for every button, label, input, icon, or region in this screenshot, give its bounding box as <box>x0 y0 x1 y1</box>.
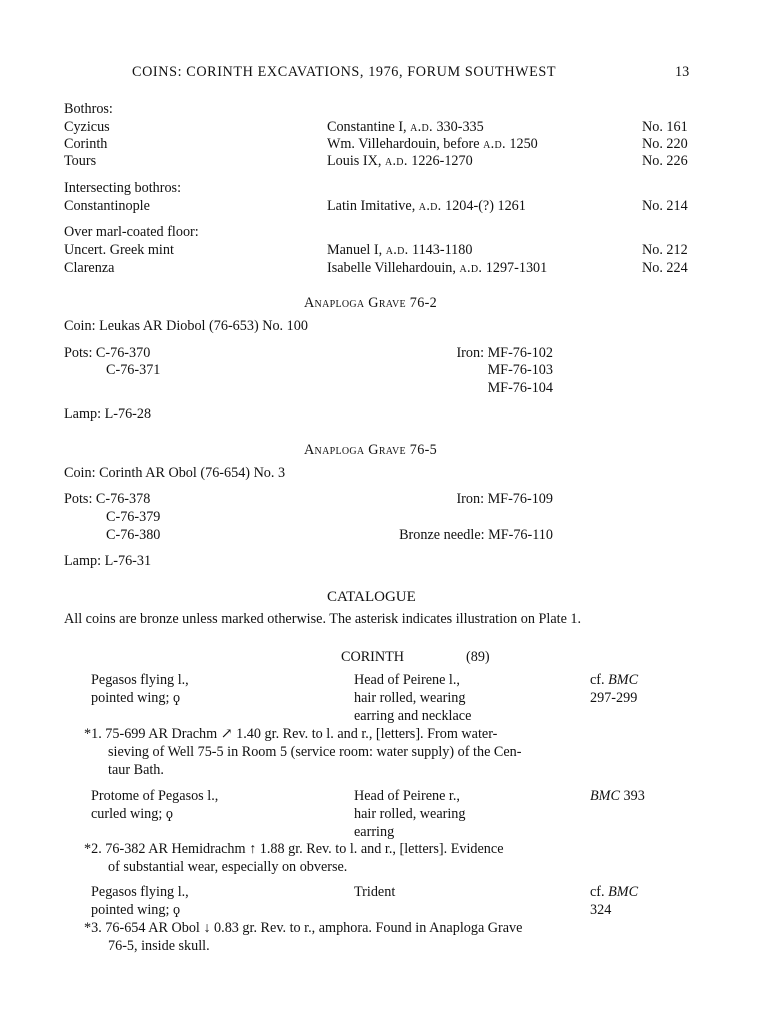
entry-text-line: sieving of Well 75-5 in Room 5 (service room: water supply) of the Cen- <box>108 744 522 760</box>
mint-name: Tours <box>64 153 97 169</box>
entry-text-line: of substantial wear, especially on obverse. <box>108 859 348 875</box>
bmc-reference: cf. BMC <box>590 884 639 900</box>
bmc-reference: BMC 393 <box>590 788 645 804</box>
page-number: 13 <box>675 64 690 80</box>
mint-name: Clarenza <box>64 260 115 276</box>
reverse-line: hair rolled, wearing <box>354 806 466 822</box>
obverse-line: pointed wing; ϙ <box>91 690 181 706</box>
section-title: CORINTH <box>341 649 405 665</box>
reverse-line: Head of Peirene r., <box>354 788 460 804</box>
pot-item: Pots: C-76-378 <box>64 491 151 507</box>
catalogue-intro: All coins are bronze unless marked otherwise. The asterisk indicates illustration on Plate 1. <box>64 611 582 627</box>
ruler-dates: Latin Imitative, a.d. 1204-(?) 1261 <box>327 198 526 214</box>
mint-name: Constantinople <box>64 198 150 214</box>
group-heading: Bothros: <box>64 101 113 117</box>
reverse-line: Trident <box>354 884 396 900</box>
ruler-dates: Wm. Villehardouin, before a.d. 1250 <box>327 136 538 152</box>
grave-lamp: Lamp: L-76-28 <box>64 406 152 422</box>
pot-item: Pots: C-76-370 <box>64 345 151 361</box>
mint-name: Uncert. Greek mint <box>64 242 174 258</box>
coin-number: No. 161 <box>642 119 688 135</box>
obverse-line: Protome of Pegasos l., <box>91 788 219 804</box>
obverse-line: Pegasos flying l., <box>91 884 189 900</box>
pot-item: C-76-379 <box>106 509 161 525</box>
ruler-dates: Isabelle Villehardouin, a.d. 1297-1301 <box>327 260 548 276</box>
grave-coin: Coin: Leukas AR Diobol (76-653) No. 100 <box>64 318 308 334</box>
bmc-reference-nums: 297-299 <box>590 690 638 706</box>
section-count: (89) <box>466 649 490 665</box>
coin-number: No. 220 <box>642 136 688 152</box>
coin-number: No. 224 <box>642 260 688 276</box>
entry-text-line: *2. 76-382 AR Hemidrachm ↑ 1.88 gr. Rev. to l. and r., [letters]. Evidence <box>84 841 504 857</box>
grave-lamp: Lamp: L-76-31 <box>64 553 152 569</box>
grave-coin: Coin: Corinth AR Obol (76-654) No. 3 <box>64 465 286 481</box>
coin-number: No. 212 <box>642 242 688 258</box>
entry-text-line: *1. 75-699 AR Drachm ↗ 1.40 gr. Rev. to l. and r., [letters]. From water- <box>84 726 498 742</box>
coin-number: No. 226 <box>642 153 688 169</box>
bmc-reference-nums: 324 <box>590 902 612 918</box>
reverse-line: earring <box>354 824 395 840</box>
catalogue-heading: CATALOGUE <box>327 589 416 605</box>
pot-item: C-76-380 <box>106 527 161 543</box>
entry-text-line: 76-5, inside skull. <box>108 938 210 954</box>
iron-item: Iron: MF-76-109 <box>456 491 553 507</box>
group-heading: Over marl-coated floor: <box>64 224 199 240</box>
bmc-reference: cf. BMC <box>590 672 639 688</box>
ruler-dates: Constantine I, a.d. 330-335 <box>327 119 484 135</box>
entry-text-line: taur Bath. <box>108 762 164 778</box>
obverse-line: Pegasos flying l., <box>91 672 189 688</box>
obverse-line: pointed wing; ϙ <box>91 902 181 918</box>
grave-title: Anaploga Grave 76-5 <box>304 442 438 458</box>
obverse-line: curled wing; ϙ <box>91 806 173 822</box>
reverse-line: hair rolled, wearing <box>354 690 466 706</box>
reverse-line: earring and necklace <box>354 708 472 724</box>
iron-item: MF-76-103 <box>487 362 553 378</box>
reverse-line: Head of Peirene l., <box>354 672 460 688</box>
grave-title: Anaploga Grave 76-2 <box>304 295 438 311</box>
ruler-dates: Manuel I, a.d. 1143-1180 <box>327 242 473 258</box>
bronze-needle-item: Bronze needle: MF-76-110 <box>399 527 553 543</box>
group-heading: Intersecting bothros: <box>64 180 182 196</box>
iron-item: Iron: MF-76-102 <box>456 345 553 361</box>
coin-number: No. 214 <box>642 198 688 214</box>
ruler-dates: Louis IX, a.d. 1226-1270 <box>327 153 473 169</box>
mint-name: Corinth <box>64 136 108 152</box>
mint-name: Cyzicus <box>64 119 110 135</box>
running-title: COINS: CORINTH EXCAVATIONS, 1976, FORUM SOUTHWEST <box>132 64 557 80</box>
entry-text-line: *3. 76-654 AR Obol ↓ 0.83 gr. Rev. to r., amphora. Found in Anaploga Grave <box>84 920 523 936</box>
iron-item: MF-76-104 <box>487 380 553 396</box>
pot-item: C-76-371 <box>106 362 161 378</box>
